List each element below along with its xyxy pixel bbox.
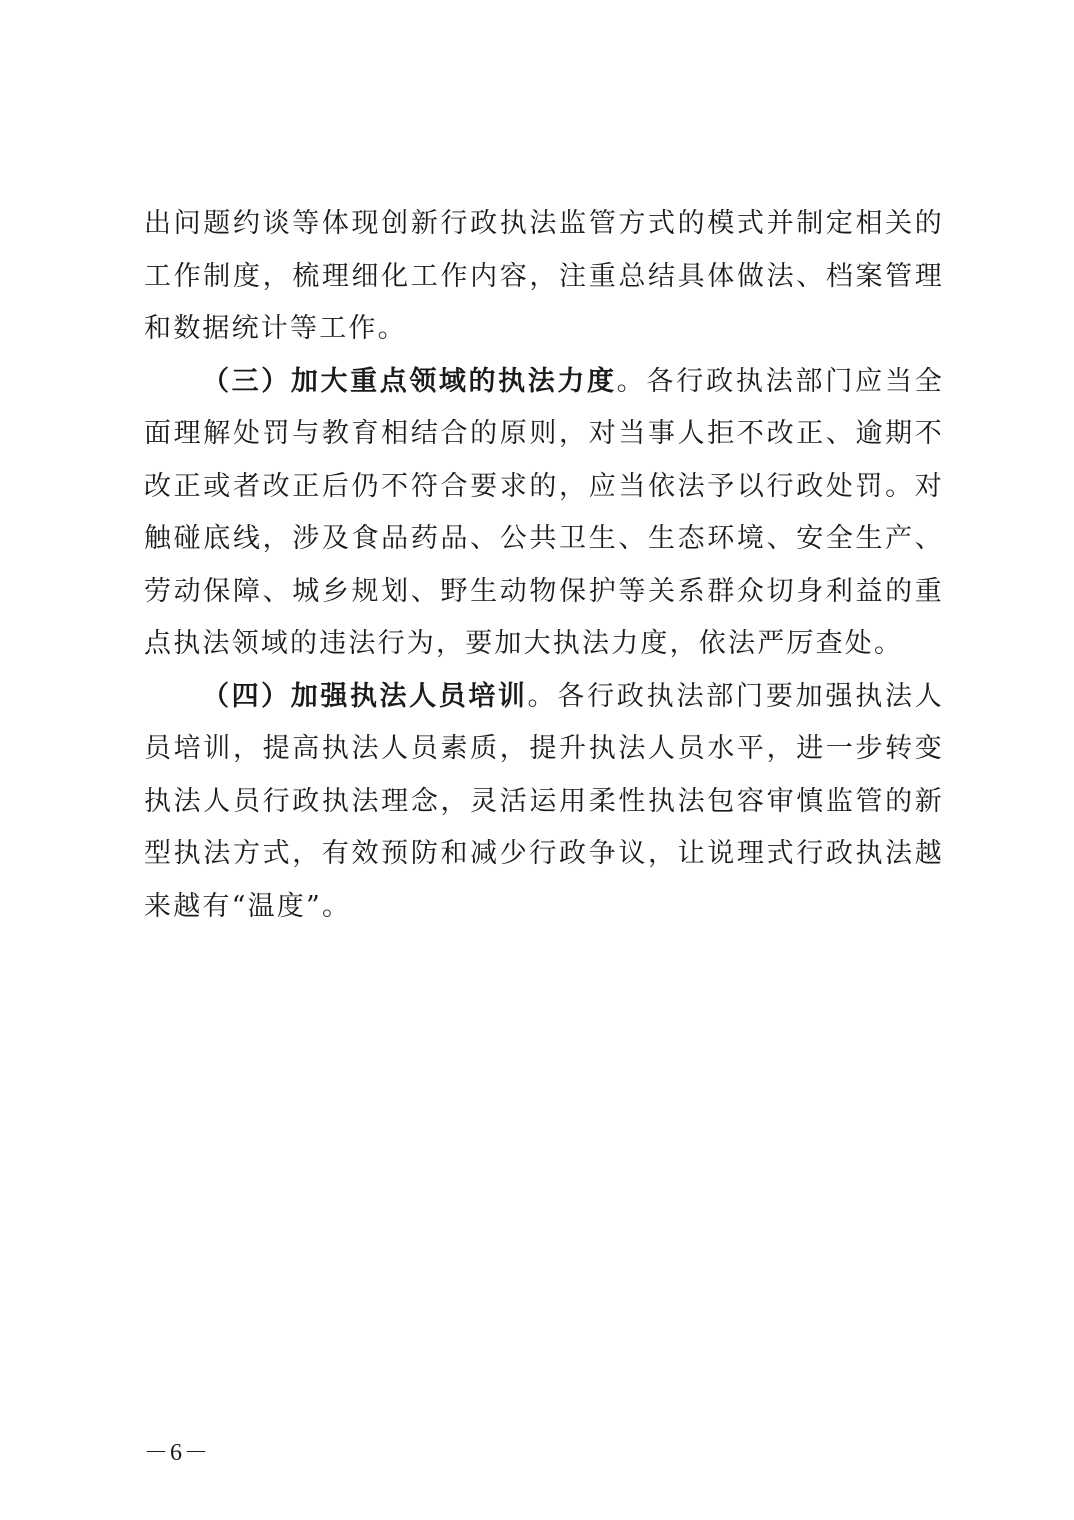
paragraph-1-text: 出问题约谈等体现创新行政执法监管方式的模式并制定相关的工作制度，梳理细化工作内容，注重总结具体做法、档案管理和数据统计等工作。 <box>144 208 944 344</box>
paragraph-3 <box>144 671 944 934</box>
paragraph-2 <box>144 356 944 671</box>
paragraph-1 <box>144 198 944 356</box>
paragraph-3-text: 。各行政执法部门要加强执法人员培训，提高执法人员素质，提升执法人员水平，进一步转变执法人员行政执法理念，灵活运用柔性执法包容审慎监管的新型执法方式，有效预防和减少行政争议，让说理式行政执法越来越有“温度”。 <box>144 680 944 922</box>
paragraph-3-heading: （四）加强执法人员培训 <box>202 680 528 712</box>
paragraph-2-heading: （三）加大重点领域的执法力度 <box>202 365 617 397</box>
page-number: －6－ <box>144 1440 210 1466</box>
document-body <box>144 198 944 933</box>
paragraph-2-text: 。各行政执法部门应当全面理解处罚与教育相结合的原则，对当事人拒不改正、逾期不改正或者改正后仍不符合要求的，应当依法予以行政处罚。对触碰底线，涉及食品药品、公共卫生、生态环境、安全生产、劳动保障、城乡规划、野生动物保护等关系群众切身利益的重点执法领域的违法行为，要加大执法力度，依法严厉查处。 <box>144 365 945 659</box>
